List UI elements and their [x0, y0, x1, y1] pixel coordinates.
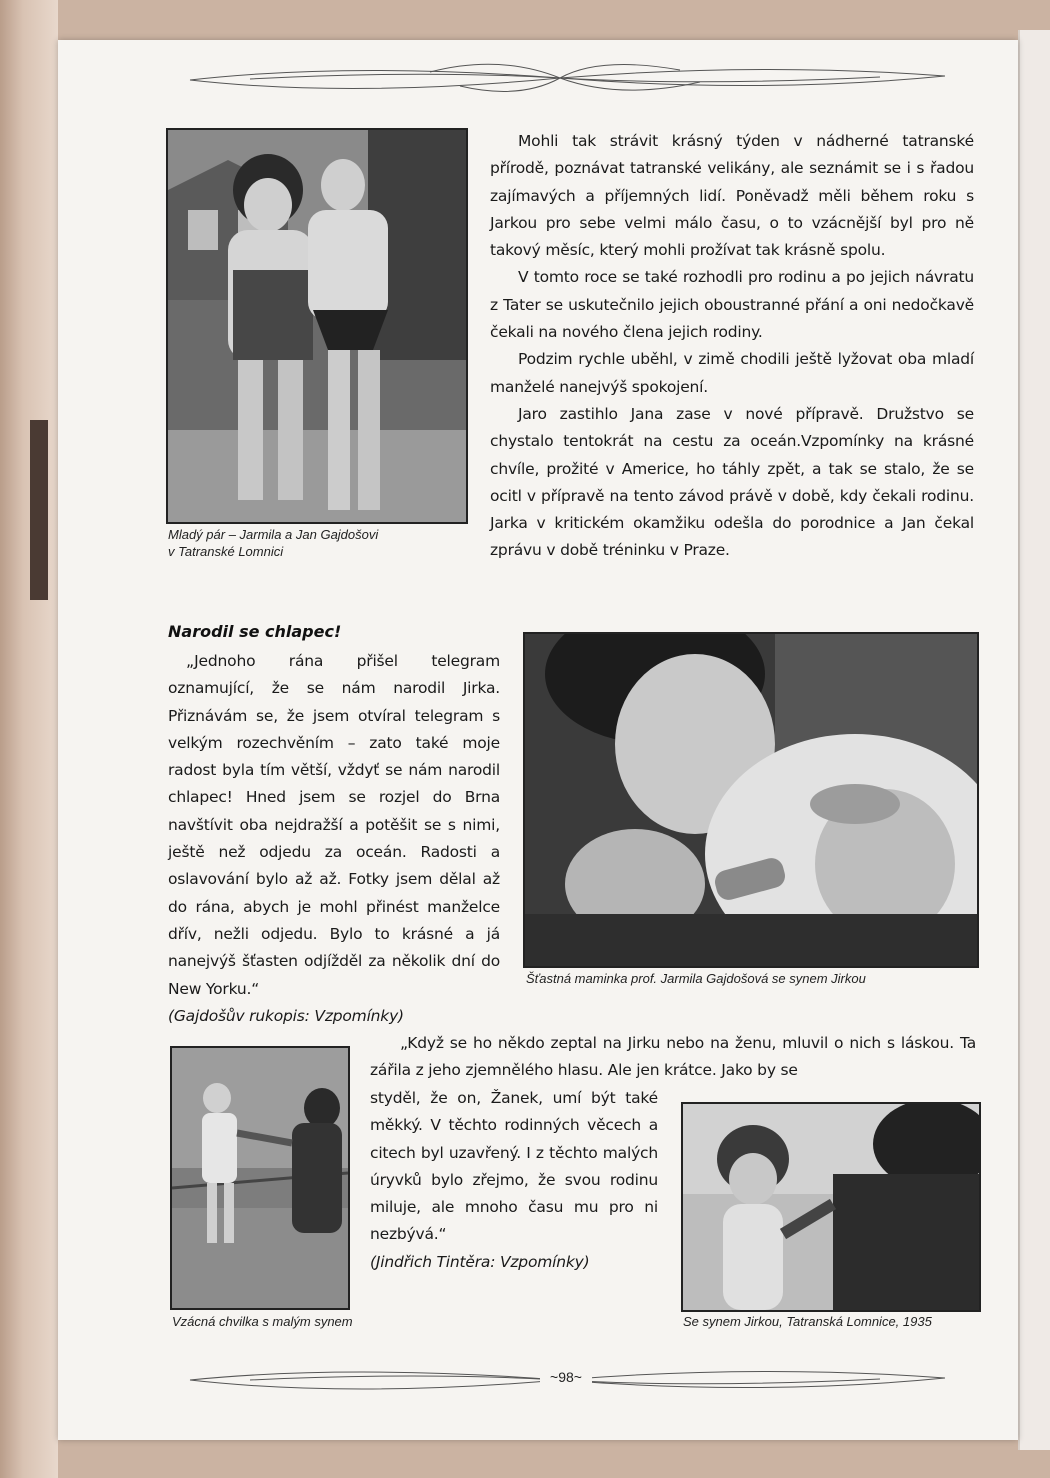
quote-paragraph: styděl, že on, Žanek, umí být také měkký. V těchto rodinných věcech a citech byl uzavřený. I z těchto malých úryvků bylo zřejmo, že svou rodinu miluje, ale mnoho času mu pro ni nezbývá.“	[370, 1089, 658, 1244]
section-heading: Narodil se chlapec!	[168, 622, 342, 641]
book-edge	[0, 0, 58, 1478]
bottom-ornament	[0, 1356, 1050, 1406]
quote-source: (Jindřich Tintěra: Vzpomínky)	[370, 1252, 590, 1271]
page-number-dash-left: ~	[550, 1369, 559, 1385]
quote-gajdos	[168, 648, 500, 1030]
quote-tintera-line1	[370, 1030, 976, 1085]
quote-paragraph: „Jednoho rána přišel telegram oznamující, že se nám narodil Jirka. Přiznávám se, že jsem otvíral telegram s velkým rozechvěním – zato také moje radost byla tím větší, vždyť se nám narodil chlapec! Hned jsem se rozjel do Brna navštívit oba nejdražší a potěšit se s nimi, ještě než odjedu za oceán. Radosti a oslavování bylo až až. Fotky jsem dělal až do rána, abych je mohl přinést manželce dřív, nežli odjedu. Bylo to krásné a já nanejvýš šťasten odjížděl za několik dní do New Yorku.“	[168, 652, 500, 998]
quote-paragraph: „Když se ho někdo zeptal na Jirku nebo na ženu, mluvil o nich s láskou. Ta zářila z jeho zjemnělého hlasu. Ale jen krátce. Jako by se	[370, 1034, 976, 1080]
paragraph: V tomto roce se také rozhodli pro rodinu a po jejich návratu z Tater se uskutečnilo jejich oboustranné přání a oni nedočkavě čekali na nového člena jejich rodiny.	[490, 268, 974, 342]
book-bookmark-strip	[30, 420, 48, 600]
paragraph: Jaro zastihlo Jana zase v nové přípravě. Družstvo se chystalo tentokrát na cestu za oceán.Vzpomínky na krásné chvíle, prožité v Americe, ho táhly zpět, a tak se stalo, že se ocitl v přípravě na tento závod právě v době, kdy čekali rodinu. Jarka v kritickém okamžiku odešla do porodnice a Jan čekal zprávu v době tréninku v Praze.	[490, 404, 974, 560]
caption-young-couple	[168, 526, 468, 560]
photo-young-couple	[166, 128, 468, 524]
photo-small-son	[170, 1046, 350, 1310]
page-number-value: 98	[558, 1369, 574, 1385]
facing-page-edge	[1018, 30, 1050, 1450]
caption-mother-baby: Šťastná maminka prof. Jarmila Gajdošová se synem Jirkou	[526, 971, 866, 986]
caption-line: Mladý pár – Jarmila a Jan Gajdošovi	[168, 527, 379, 542]
page-number	[540, 1369, 592, 1385]
caption-son-jirka: Se synem Jirkou, Tatranská Lomnice, 1935	[683, 1314, 932, 1329]
paragraph: Podzim rychle uběhl, v zimě chodili ještě lyžovat oba mladí manželé nanejvýš spokojení.	[490, 350, 974, 396]
caption-small-son: Vzácná chvilka s malým synem	[172, 1314, 353, 1329]
top-ornament	[0, 52, 1050, 102]
intro-text	[490, 128, 974, 565]
caption-line: v Tatranské Lomnici	[168, 544, 284, 559]
quote-source: (Gajdošův rukopis: Vzpomínky)	[168, 1006, 404, 1025]
paragraph: Mohli tak strávit krásný týden v nádherné tatranské přírodě, poznávat tatranské velikány, ale seznámit se i s řadou zajímavých a příjemných lidí. Poněvadž měli během roku s Jarkou pro sebe velmi málo času, o to vzácnější byl pro ně takový měsíc, který mohli prožívat tak krásně spolu.	[490, 132, 974, 260]
photo-mother-baby	[523, 632, 979, 968]
page-number-dash-right: ~	[573, 1369, 582, 1385]
quote-tintera-rest	[370, 1085, 658, 1276]
photo-son-jirka	[681, 1102, 981, 1312]
